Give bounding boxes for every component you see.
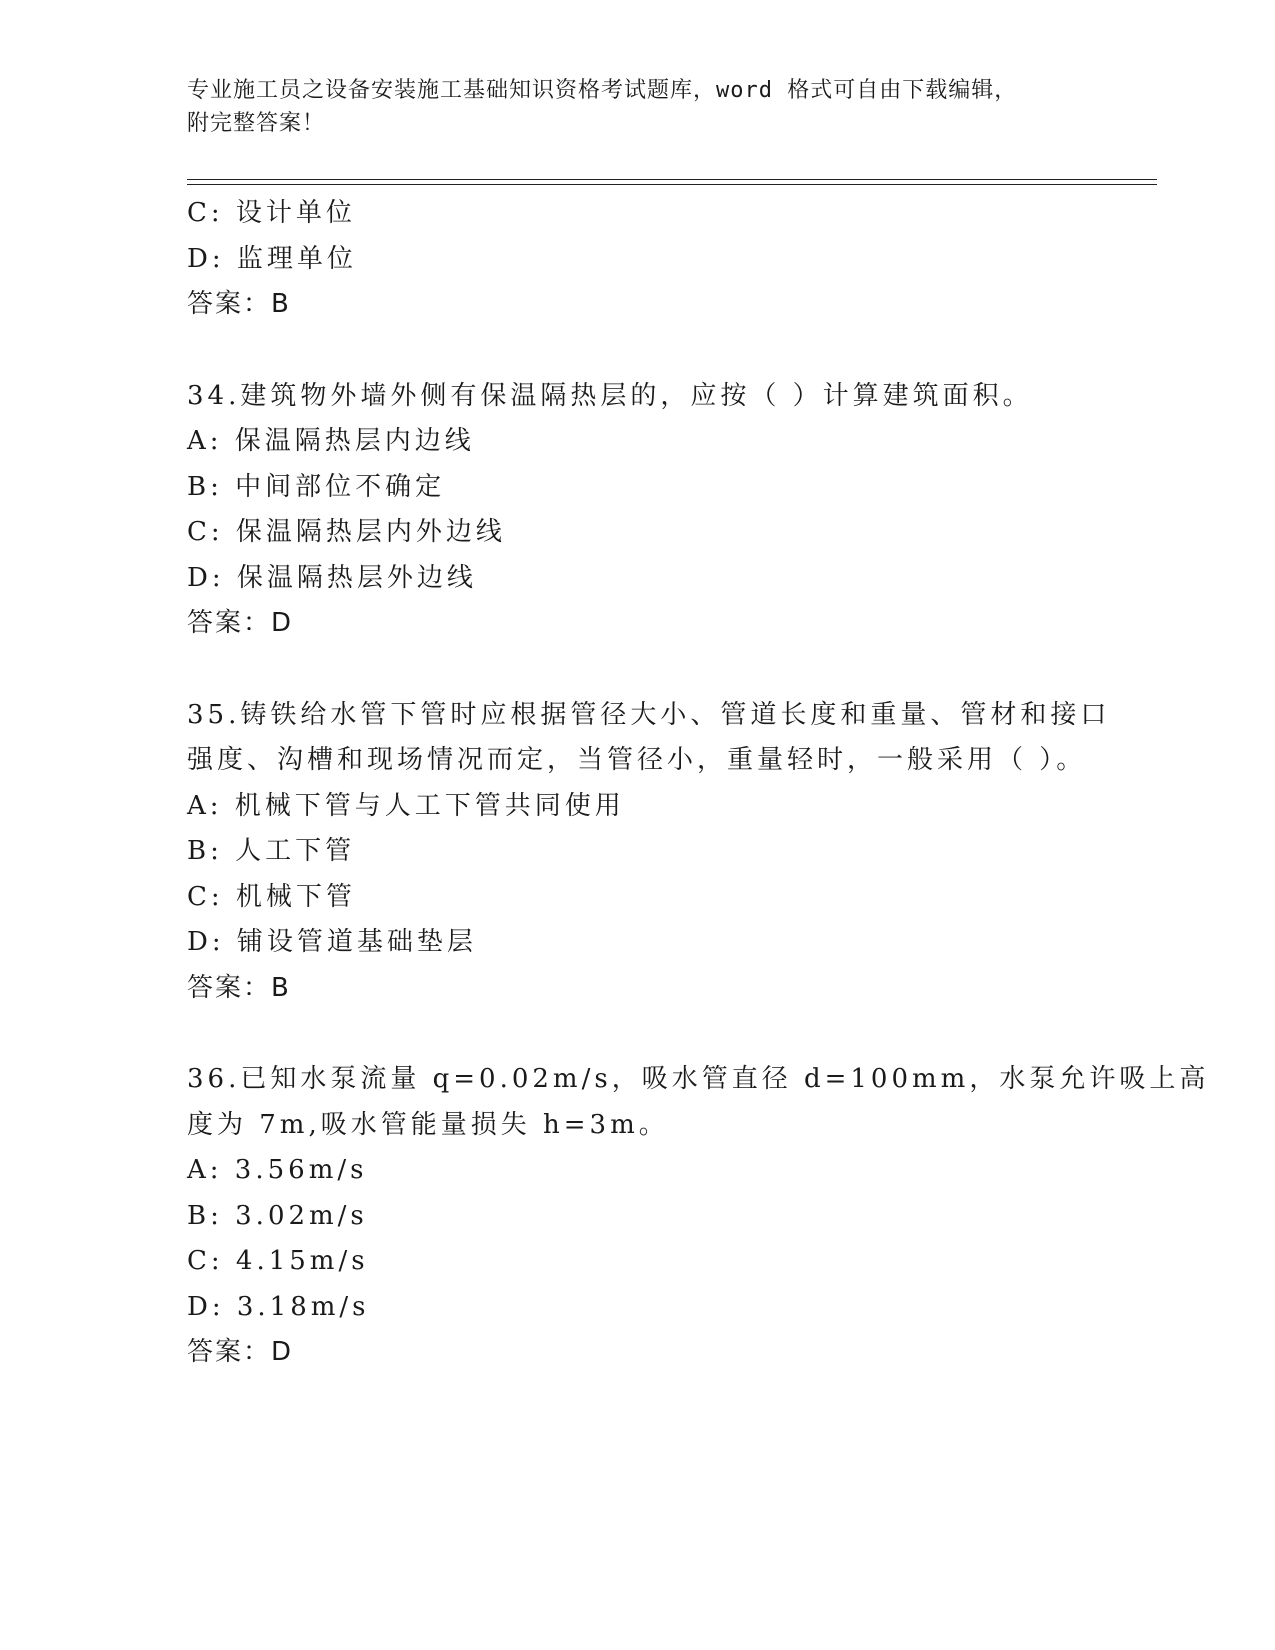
question-stem-continued: 度为 7m,吸水管能量损失 h=3m。 [187, 1109, 669, 1140]
question-stem: 35.铸铁给水管下管时应根据管径大小、管道长度和重量、管材和接口 [187, 699, 1111, 730]
spacer [187, 647, 1087, 693]
spacer [187, 1011, 1087, 1057]
question-content [187, 191, 1210, 1376]
document-header [187, 74, 1087, 140]
option-d: D: 铺设管道基础垫层 [187, 927, 477, 957]
option-c: C: 设计单位 [187, 198, 356, 228]
option-a: A: 3.56m/s [187, 1155, 368, 1185]
option-b: B: 中间部位不确定 [187, 471, 446, 502]
option-a: A: 保温隔热层内边线 [187, 426, 475, 456]
option-b: B: 人工下管 [187, 836, 356, 866]
question-stem: 34.建筑物外墙外侧有保温隔热层的，应按（ ）计算建筑面积。 [187, 380, 1033, 411]
option-d: D: 3.18m/s [187, 1291, 370, 1322]
question-35 [187, 693, 1111, 1012]
question-33-tail [187, 191, 1087, 328]
option-a: A: 机械下管与人工下管共同使用 [187, 790, 625, 821]
answer-line: 答案：B [187, 972, 291, 1003]
header-divider-top [187, 179, 1157, 180]
option-c: C: 保温隔热层内外边线 [187, 517, 506, 547]
option-d: D: 监理单位 [187, 243, 357, 274]
question-34 [187, 374, 1087, 647]
option-b: B: 3.02m/s [187, 1200, 368, 1231]
header-divider-bottom [187, 184, 1157, 185]
option-c: C: 机械下管 [187, 881, 356, 912]
answer-line: 答案：D [187, 1337, 294, 1367]
header-line-2: 附完整答案！ [187, 111, 326, 136]
spacer [187, 328, 1087, 374]
question-stem: 36.已知水泵流量 q=0.02m/s，吸水管直径 d=100mm，水泵允许吸上高 [187, 1064, 1210, 1094]
answer-line: 答案：D [187, 608, 294, 638]
option-d: D: 保温隔热层外边线 [187, 562, 477, 593]
question-36 [187, 1057, 1210, 1376]
question-stem-continued: 强度、沟槽和现场情况而定，当管径小，重量轻时，一般采用（ ）。 [187, 745, 1087, 775]
answer-line: 答案：B [187, 289, 291, 319]
header-line-1: 专业施工员之设备安装施工基础知识资格考试题库，word 格式可自由下载编辑， [187, 78, 1018, 103]
option-c: C: 4.15m/s [187, 1246, 369, 1276]
